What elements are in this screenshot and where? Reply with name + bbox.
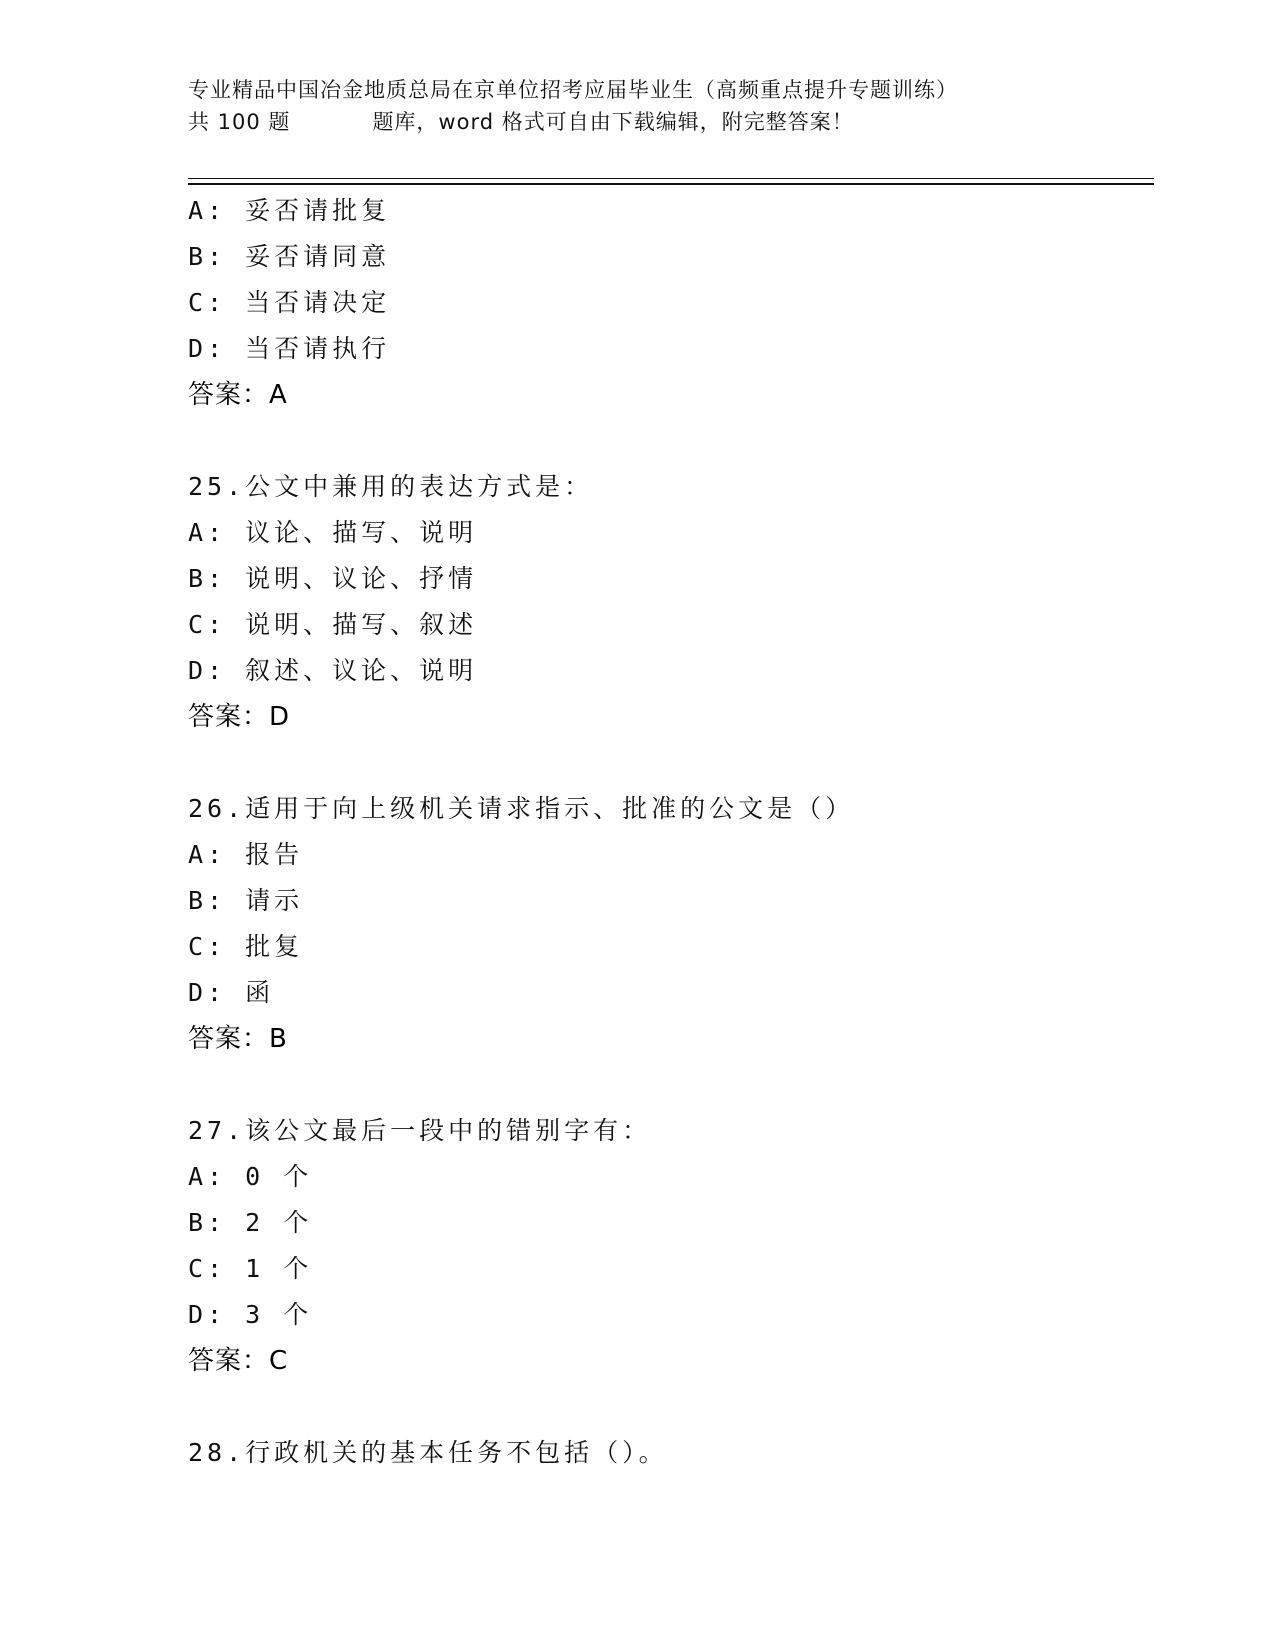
option-a: A: 妥否请批复 — [188, 196, 391, 225]
question-list — [188, 188, 1148, 1476]
option-d: D: 当否请执行 — [188, 334, 391, 363]
document-title: 专业精品中国冶金地质总局在京单位招考应届毕业生（高频重点提升专题训练） — [188, 78, 958, 102]
option-b: B: 2 个 — [188, 1208, 313, 1237]
header-divider-thin — [188, 178, 1154, 179]
question-stem: 28.行政机关的基本任务不包括（）。 — [188, 1438, 668, 1467]
question-stem: 26.适用于向上级机关请求指示、批准的公文是（） — [188, 794, 855, 823]
document-header — [188, 74, 1088, 138]
answer: 答案：A — [188, 380, 288, 410]
question-block-partial — [188, 188, 1148, 418]
option-b: B: 说明、议论、抒情 — [188, 564, 478, 593]
answer: 答案：D — [188, 702, 291, 732]
option-c: C: 批复 — [188, 932, 304, 961]
answer: 答案：B — [188, 1024, 288, 1054]
option-a: A: 议论、描写、说明 — [188, 518, 478, 547]
document-description: 题库，word 格式可自由下载编辑，附完整答案！ — [372, 110, 854, 134]
option-a: A: 0 个 — [188, 1162, 313, 1191]
option-d: D: 函 — [188, 978, 275, 1007]
option-d: D: 叙述、议论、说明 — [188, 656, 478, 685]
option-c: C: 1 个 — [188, 1254, 313, 1283]
option-c: C: 说明、描写、叙述 — [188, 610, 478, 639]
option-b: B: 请示 — [188, 886, 304, 915]
option-b: B: 妥否请同意 — [188, 242, 391, 271]
option-c: C: 当否请决定 — [188, 288, 391, 317]
answer: 答案：C — [188, 1346, 289, 1376]
header-divider-thick — [188, 183, 1154, 185]
question-block-25 — [188, 464, 1148, 740]
question-stem: 25.公文中兼用的表达方式是： — [188, 472, 594, 501]
option-d: D: 3 个 — [188, 1300, 313, 1329]
question-stem: 27.该公文最后一段中的错别字有： — [188, 1116, 652, 1145]
document-subtitle — [188, 106, 1088, 138]
question-count: 共 100 题 — [188, 110, 291, 134]
question-block-27 — [188, 1108, 1148, 1384]
question-block-26 — [188, 786, 1148, 1062]
question-block-28 — [188, 1430, 1148, 1476]
option-a: A: 报告 — [188, 840, 304, 869]
